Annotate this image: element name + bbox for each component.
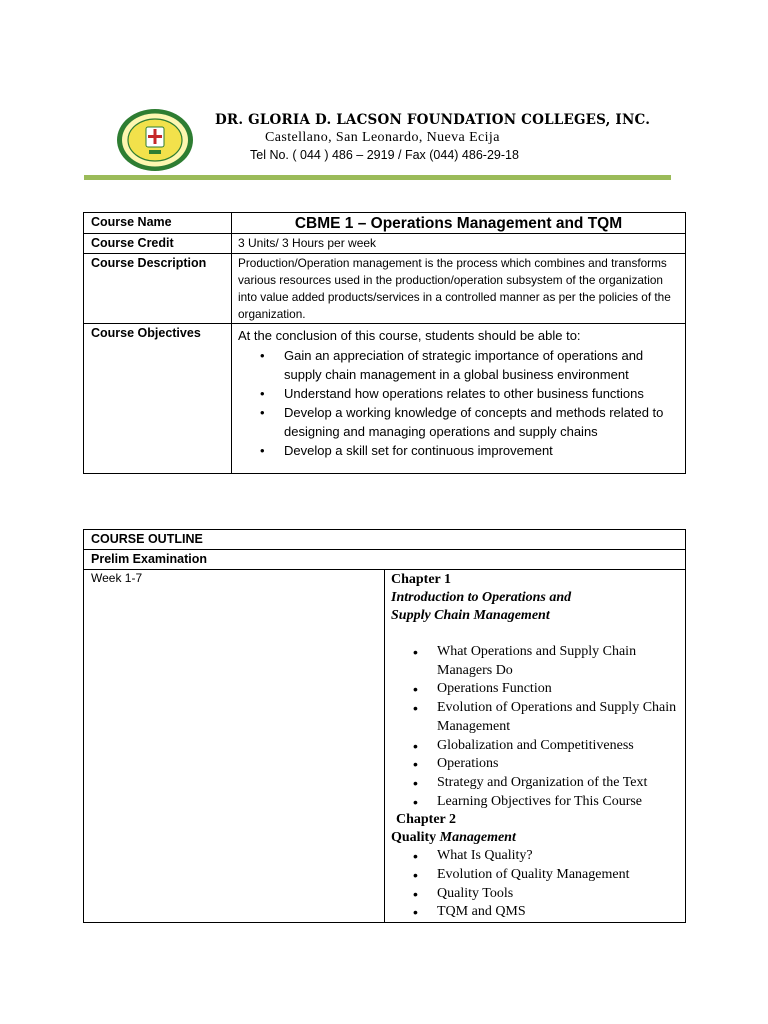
chapter-1-topics <box>391 643 679 811</box>
course-description-row <box>84 254 686 324</box>
chapter-content <box>385 570 686 923</box>
chapter-2-topics <box>391 847 679 922</box>
chapter-2-title <box>391 829 679 847</box>
course-credit-value: 3 Units/ 3 Hours per week <box>232 234 686 254</box>
chapter-2-label: Chapter 2 <box>396 812 457 828</box>
course-name-value: CBME 1 – Operations Management and TQM <box>232 213 686 234</box>
list-item: • Evolution of Quality Management <box>437 866 679 885</box>
course-description-value: Production/Operation management is the process which combines and transforms various resources used in the production/operation subsystem of the organization into value added products/services in a controlled manner as per the policies of the organization. <box>232 254 686 324</box>
objectives-intro: At the conclusion of this course, students should be able to: <box>238 328 581 343</box>
list-item: • Develop a working knowledge of concepts and methods related to designing and managing operations and supply chains <box>284 403 679 441</box>
list-item: • Develop a skill set for continuous improvement <box>284 441 679 460</box>
list-item: • Gain an appreciation of strategic importance of operations and supply chain management in a global business environment <box>284 346 679 384</box>
course-description-label: Course Description <box>84 254 232 324</box>
week-row <box>84 570 686 923</box>
course-info-table <box>83 212 686 474</box>
list-item: • Globalization and Competitiveness <box>437 737 679 756</box>
outline-heading: COURSE OUTLINE <box>84 530 686 550</box>
list-item: • Quality Tools <box>437 885 679 904</box>
course-name-row <box>84 213 686 234</box>
chapter-1-label: Chapter 1 <box>391 572 452 587</box>
list-item: • Operations Function <box>437 680 679 699</box>
objectives-list <box>238 346 679 460</box>
term-heading: Prelim Examination <box>84 550 686 570</box>
course-credit-row <box>84 234 686 254</box>
chapter-1-title: Introduction to Operations and Supply Chain Management <box>391 590 572 623</box>
week-range: Week 1-7 <box>84 570 385 923</box>
course-objectives-row <box>84 324 686 474</box>
institution-name: DR. GLORIA D. LACSON FOUNDATION COLLEGES, INC. <box>215 112 651 128</box>
course-name-label: Course Name <box>84 213 232 234</box>
institution-contact: Tel No. ( 044 ) 486 – 2919 / Fax (044) 486-29-18 <box>250 148 519 162</box>
list-item: • Understand how operations relates to other business functions <box>284 384 679 403</box>
course-objectives-value <box>232 324 686 474</box>
outline-heading-row <box>84 530 686 550</box>
header-divider <box>84 175 671 180</box>
list-item: • TQM and QMS <box>437 903 679 922</box>
chapter-2-title-word1: Quality <box>391 830 437 846</box>
list-item: • Learning Objectives for This Course <box>437 793 679 812</box>
list-item: • Operations <box>437 755 679 774</box>
chapter-2-title-word2: Management <box>439 830 516 846</box>
list-item: • What Is Quality? <box>437 847 679 866</box>
college-seal-logo <box>116 108 194 172</box>
list-item: • Strategy and Organization of the Text <box>437 774 679 793</box>
list-item: • What Operations and Supply Chain Managers Do <box>437 643 679 680</box>
list-item: • Evolution of Operations and Supply Chain Management <box>437 699 679 736</box>
course-credit-label: Course Credit <box>84 234 232 254</box>
term-row <box>84 550 686 570</box>
course-outline-table <box>83 529 686 923</box>
institution-address: Castellano, San Leonardo, Nueva Ecija <box>265 130 500 145</box>
course-objectives-label: Course Objectives <box>84 324 232 474</box>
